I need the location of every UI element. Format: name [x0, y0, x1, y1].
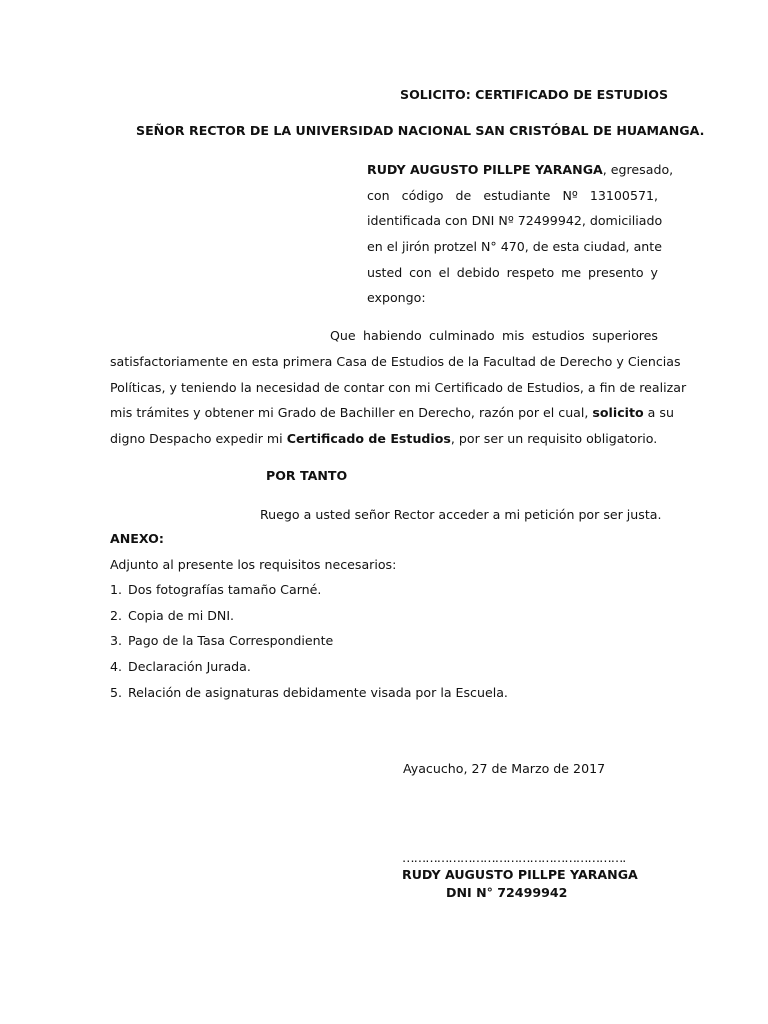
intro-block — [367, 157, 674, 311]
body-line-4: mis trámites y obtener mi Grado de Bachiller en Derecho, razón por el cual, solicito a su — [110, 405, 674, 421]
intro-line-6: expongo: — [367, 290, 426, 306]
body-line-3: Políticas, y teniendo la necesidad de contar con mi Certificado de Estudios, a fin de realizar — [110, 379, 687, 395]
intro-line-1: RUDY AUGUSTO PILLPE YARANGA, egresado, — [367, 162, 674, 177]
applicant-name: RUDY AUGUSTO PILLPE YARANGA — [367, 162, 603, 177]
list-item: 5. Relación de asignaturas debidamente visada por la Escuela. — [110, 684, 508, 700]
list-item: 2. Copia de mi DNI. — [110, 607, 235, 623]
body-first-line-box — [330, 323, 658, 349]
annex-title: ANEXO: — [110, 531, 164, 546]
certificado-bold: Certificado de Estudios — [286, 431, 451, 447]
addressee-line: SEÑOR RECTOR DE LA UNIVERSIDAD NACIONAL SAN CRISTÓBAL DE HUAMANGA. — [136, 123, 705, 138]
intro-line-2: con código de estudiante Nº 13100571, — [367, 187, 658, 203]
list-item: 1. Dos fotografías tamaño Carné. — [110, 582, 322, 597]
intro-line-3: identificada con DNI Nº 72499942, domiciliado — [367, 213, 663, 229]
body-paragraph — [110, 349, 687, 452]
body-line-2: satisfactoriamente en esta primera Casa de Estudios de la Facultad de Derecho y Ciencias — [110, 354, 681, 369]
subject-line: SOLICITO: CERTIFICADO DE ESTUDIOS — [400, 87, 669, 102]
intro-line-5: usted con el debido respeto me presento y — [367, 264, 658, 280]
por-tanto-heading: POR TANTO — [266, 468, 348, 483]
intro-line-4: en el jirón protzel N° 470, de esta ciudad, ante — [367, 239, 662, 255]
list-item: 3. Pago de la Tasa Correspondiente — [110, 633, 334, 649]
signer-name: RUDY AUGUSTO PILLPE YARANGA — [402, 867, 638, 882]
body-line-5: digno Despacho expedir mi Certificado de Estudios, por ser un requisito obligatorio. — [110, 431, 658, 447]
signer-dni: DNI N° 72499942 — [446, 885, 568, 900]
signature-dotted-line: …………………………………………………. — [402, 850, 626, 865]
annex-list — [110, 577, 508, 705]
place-date: Ayacucho, 27 de Marzo de 2017 — [403, 761, 606, 776]
annex-intro: Adjunto al presente los requisitos necesarios: — [110, 557, 397, 572]
list-item: 4. Declaración Jurada. — [110, 659, 251, 675]
solicito-bold: solicito — [592, 405, 644, 421]
ruego-line: Ruego a usted señor Rector acceder a mi petición por ser justa. — [260, 507, 662, 522]
body-line-1: Que habiendo culminado mis estudios superiores — [330, 328, 658, 343]
